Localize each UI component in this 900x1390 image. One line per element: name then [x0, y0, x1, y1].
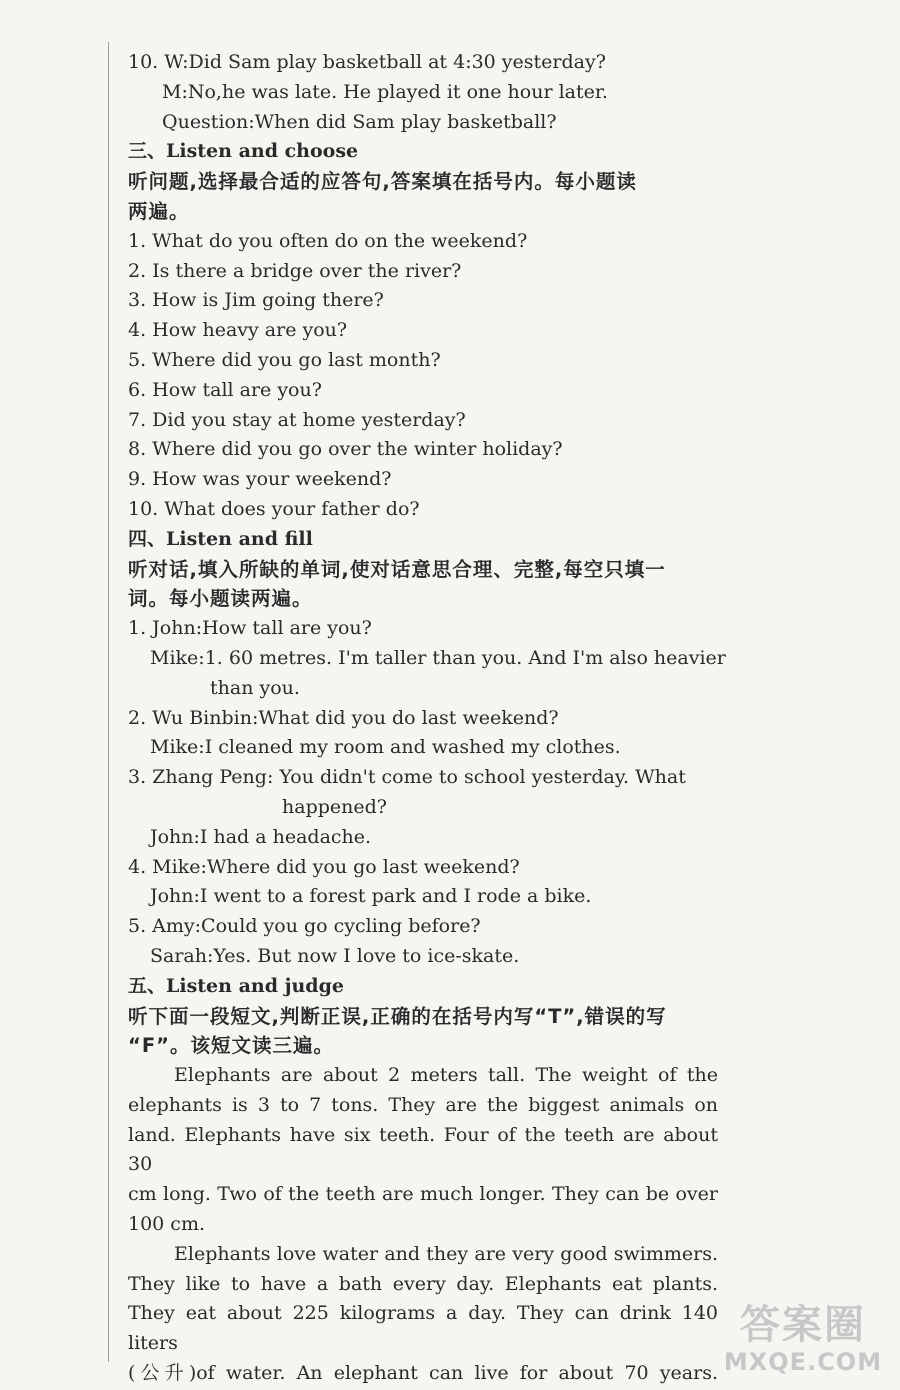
s3-item: 9. How was your weekend?	[128, 468, 392, 491]
s4-dialog-2-line-1: 2. Wu Binbin:What did you do last weekend?	[128, 706, 559, 729]
s4-dialog-3-line-3: John:I had a headache.	[150, 825, 372, 848]
s2-q10-m: M:No,he was late. He played it one hour later.	[162, 80, 608, 103]
section-3-instruction-2: 两遍。	[128, 199, 190, 223]
section-4-heading: 四、Listen and fill	[128, 527, 313, 550]
passage-1-line: 100 cm.	[128, 1213, 206, 1236]
watermark-url: MXQE.COM	[723, 1348, 883, 1376]
passage-2-line: Elephants love water and they are very good swimmers.	[174, 1242, 718, 1265]
section-4-instruction-2: 词。每小题读两遍。	[128, 587, 313, 611]
watermark-logo	[718, 1302, 888, 1382]
s4-dialog-1-line-2: Mike:1. 60 metres. I'm taller than you. And I'm also heavier	[150, 646, 726, 669]
s4-dialog-5-line-1: 5. Amy:Could you go cycling before?	[128, 915, 481, 938]
s4-dialog-4-line-1: 4. Mike:Where did you go last weekend?	[128, 855, 520, 878]
s4-dialog-3-line-1: 3. Zhang Peng: You didn't come to school yesterday. What	[128, 766, 686, 789]
s3-item: 3. How is Jim going there?	[128, 289, 384, 312]
passage-2-line: They like to have a bath every day. Elephants eat plants.	[128, 1272, 718, 1295]
s4-dialog-1-line-3: than you.	[210, 676, 300, 699]
margin-rule	[108, 42, 109, 1362]
section-3-heading: 三、Listen and choose	[128, 140, 359, 163]
passage-1-line: cm long. Two of the teeth are much longer. They can be over	[128, 1183, 718, 1206]
s3-item: 8. Where did you go over the winter holiday?	[128, 438, 563, 461]
section-4-instruction-1: 听对话,填入所缺的单词,使对话意思合理、完整,每空只填一	[128, 557, 666, 581]
passage-2-line: (公升)of water. An elephant can live for about 70 years.	[128, 1362, 718, 1385]
s3-item: 4. How heavy are you?	[128, 319, 348, 342]
passage-1-line: Elephants are about 2 meters tall. The weight of the	[174, 1064, 718, 1087]
s4-dialog-2-line-2: Mike:I cleaned my room and washed my clothes.	[150, 736, 621, 759]
s4-dialog-5-line-2: Sarah:Yes. But now I love to ice-skate.	[150, 944, 520, 967]
s2-q10-question: Question:When did Sam play basketball?	[162, 110, 557, 133]
s3-item: 7. Did you stay at home yesterday?	[128, 408, 466, 431]
s3-item: 10. What does your father do?	[128, 497, 420, 520]
s4-dialog-3-line-2: happened?	[282, 795, 387, 818]
s3-item: 1. What do you often do on the weekend?	[128, 229, 528, 252]
s3-item: 2. Is there a bridge over the river?	[128, 259, 462, 282]
page-content	[128, 48, 726, 1389]
section-5-instruction-2: “F”。该短文读三遍。	[128, 1034, 334, 1058]
s4-dialog-4-line-2: John:I went to a forest park and I rode a bike.	[150, 885, 592, 908]
passage-1-line: elephants is 3 to 7 tons. They are the biggest animals on	[128, 1093, 718, 1116]
s3-item: 6. How tall are you?	[128, 378, 322, 401]
section-3-instruction-1: 听问题,选择最合适的应答句,答案填在括号内。每小题读	[128, 170, 637, 194]
s2-q10-w: 10. W:Did Sam play basketball at 4:30 yesterday?	[128, 51, 606, 73]
s4-dialog-1-line-1: 1. John:How tall are you?	[128, 617, 372, 640]
section-5-instruction-1: 听下面一段短文,判断正误,正确的在括号内写“T”,错误的写	[128, 1004, 667, 1028]
passage-1-line: land. Elephants have six teeth. Four of the teeth are about 30	[128, 1123, 718, 1176]
passage-2-line: They eat about 225 kilograms a day. They can drink 140 liters	[128, 1302, 718, 1355]
section-5-heading: 五、Listen and judge	[128, 974, 344, 997]
s3-item: 5. Where did you go last month?	[128, 348, 441, 371]
watermark-text: 答案圈	[740, 1302, 866, 1348]
